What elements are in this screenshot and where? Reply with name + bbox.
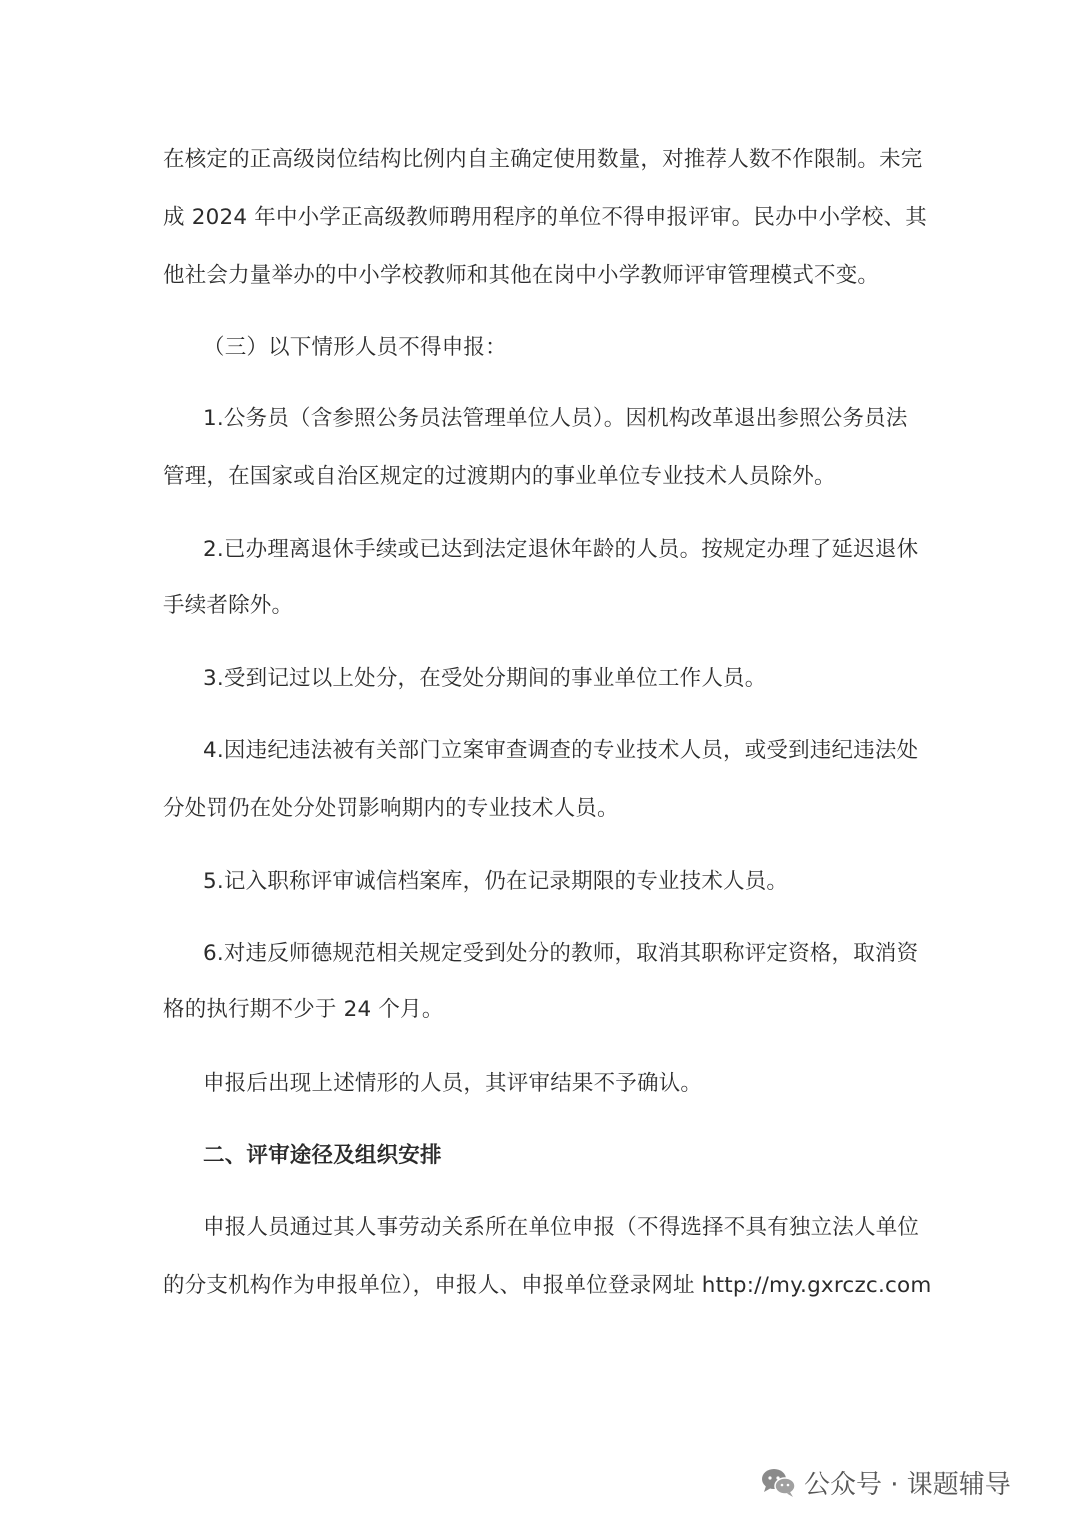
text-line: 分处罚仍在处分处罚影响期内的专业技术人员。: [163, 796, 619, 821]
text-line: 的分支机构作为申报单位），申报人、申报单位登录网址 http://my.gxrczc.com: [163, 1273, 932, 1298]
text-line: 他社会力量举办的中小学校教师和其他在岗中小学教师评审管理模式不变。: [163, 263, 880, 288]
text-line: 1.公务员（含参照公务员法管理单位人员）。因机构改革退出参照公务员法: [203, 406, 908, 431]
text-line: 管理，在国家或自治区规定的过渡期内的事业单位专业技术人员除外。: [163, 464, 836, 489]
text-line: 成 2024 年中小学正高级教师聘用程序的单位不得申报评审。民办中小学校、其: [163, 205, 927, 230]
text-line: 5.记入职称评审诚信档案库，仍在记录期限的专业技术人员。: [203, 869, 789, 894]
text-line: 手续者除外。: [163, 593, 294, 618]
text-line: 3.受到记过以上处分，在受处分期间的事业单位工作人员。: [203, 666, 767, 691]
text-line: 2.已办理离退休手续或已达到法定退休年龄的人员。按规定办理了延迟退休: [203, 537, 919, 562]
text-line: （三）以下情形人员不得申报：: [203, 335, 507, 360]
text-line: 二、评审途径及组织安排: [203, 1143, 442, 1168]
text-line: 6.对违反师德规范相关规定受到处分的教师，取消其职称评定资格，取消资: [203, 941, 919, 966]
text-line: 4.因违纪违法被有关部门立案审查调查的专业技术人员，或受到违纪违法处: [203, 738, 919, 763]
wechat-icon: [760, 1466, 796, 1498]
watermark: [760, 1462, 1011, 1502]
watermark-text: 公众号 · 课题辅导: [804, 1469, 1011, 1500]
text-line: 申报人员通过其人事劳动关系所在单位申报（不得选择不具有独立法人单位: [203, 1215, 920, 1240]
text-line: 申报后出现上述情形的人员，其评审结果不予确认。: [203, 1071, 703, 1096]
text-line: 格的执行期不少于 24 个月。: [163, 997, 444, 1022]
text-line: 在核定的正高级岗位结构比例内自主确定使用数量，对推荐人数不作限制。未完: [163, 147, 923, 172]
